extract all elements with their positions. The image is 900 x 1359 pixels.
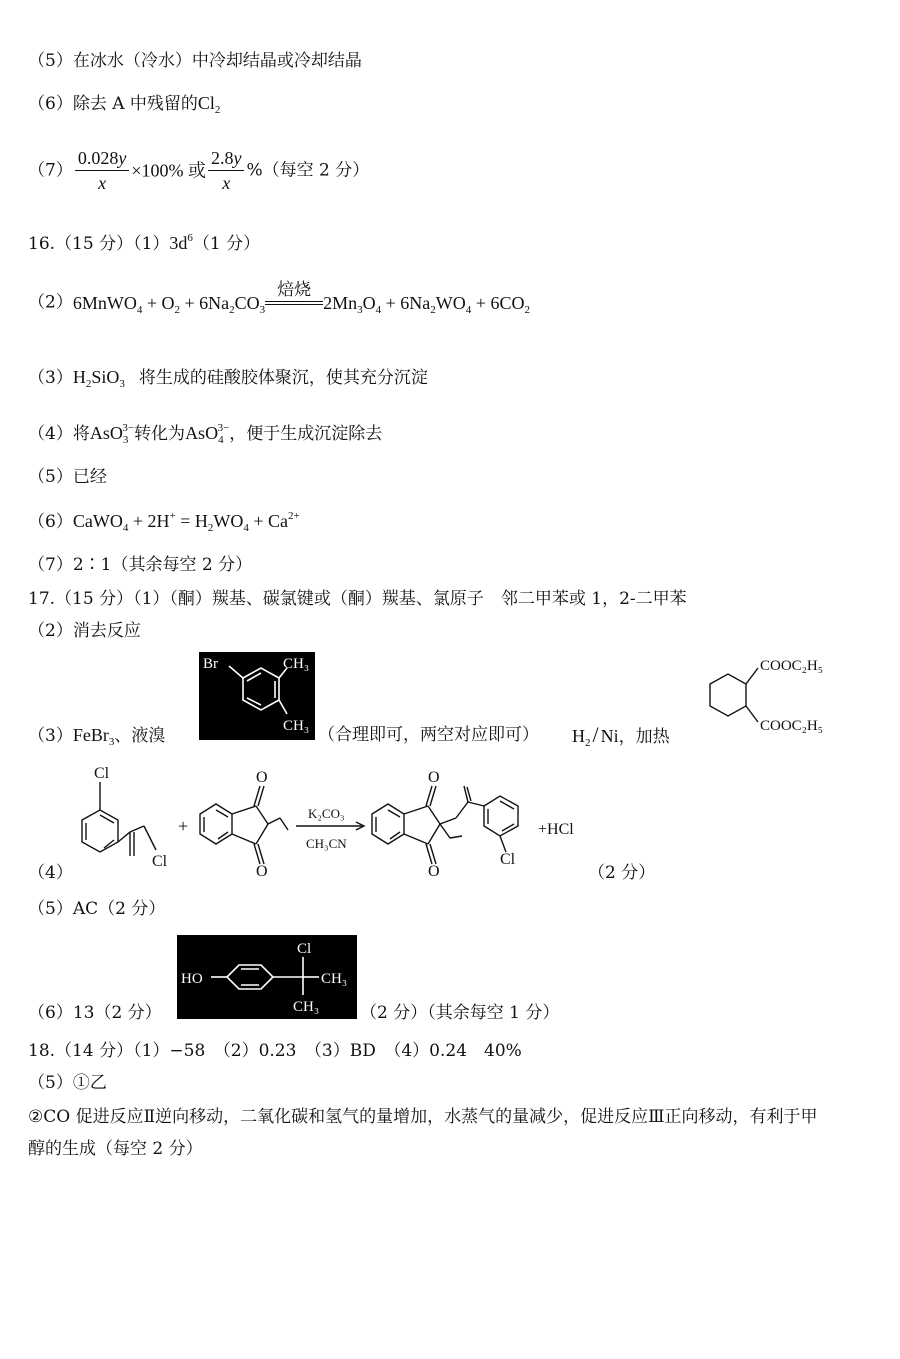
chlorocumylphenol-drawing: [177, 935, 357, 1019]
answer-line-5: （5）在冰水（冷水）中冷却结晶或冷却结晶: [28, 51, 362, 71]
ester-label-a: COOC₂H₅: [760, 658, 823, 674]
q17-line-3-conditions: $H_2/$ Ni，加热: [572, 722, 670, 749]
q16-line-4: （4）将AsO$_3^{3-}$转化为AsO$_4^{3-}$，便于生成沉淀除去: [28, 422, 383, 446]
o-label-2: O: [256, 863, 268, 880]
ch3-label-b: CH₃: [283, 718, 310, 734]
bromo-xylene-structure: [199, 652, 315, 740]
ch3-label-a: CH₃: [283, 656, 310, 672]
q17-line-2: （2）消去反应: [28, 621, 141, 641]
reagent-k2co3: K₂CO₃: [308, 806, 345, 821]
line-7-label: （7）: [28, 160, 73, 181]
q16-line-7: （7）2∶1（其余每空 2 分）: [28, 555, 253, 575]
br-label: Br: [203, 656, 218, 672]
q16-equation-2: （2）6MnWO$_4$ + $O_2 + 6Na_2CO_3$ 焙烧 $2Mn_3O_4 + 6Na_2WO_4 + 6CO_2$: [28, 280, 530, 325]
ch3-label-d: CH₃: [293, 999, 320, 1015]
answer-line-7: [28, 146, 369, 195]
cl-label-4: Cl: [297, 941, 312, 957]
cl-label-1: Cl: [94, 765, 110, 782]
cl-label-2: Cl: [152, 853, 168, 870]
solvent-ch3cn: CH₃CN: [306, 836, 347, 851]
fraction-1: $\frac{0.028y}{x}$: [75, 146, 130, 195]
cyclohexane-diester-drawing: [700, 648, 850, 744]
q17-line-5: （5）AC（2 分）: [28, 899, 166, 919]
o-label-3: O: [428, 769, 440, 786]
q18-line-5b-2: 醇的生成（每空 2 分）: [28, 1139, 203, 1159]
q18-heading: 18.（14 分）（1）−58 （2）0.23 （3）BD （4）0.24 40%: [28, 1041, 522, 1061]
plus-sign: +: [178, 816, 189, 836]
q16-line-5: （5）已经: [28, 467, 107, 487]
cl2-formula: $Cl_2$: [197, 93, 221, 116]
bromo-xylene-drawing: [199, 652, 315, 740]
answer-line-6: [28, 92, 220, 115]
q17-line-6-prefix: （6）13（2 分）: [28, 1003, 162, 1023]
o-label-1: O: [256, 769, 268, 786]
q18-line-5: （5）①乙: [28, 1073, 107, 1093]
q16-line-6: （6）CaWO$_4$ + $2H^+ = H_2WO_4 + Ca^{2+}$: [28, 510, 300, 534]
o-label-4: O: [428, 863, 440, 880]
reaction-scheme-drawing: [60, 760, 600, 880]
q18-line-5b-1: ②CO 促进反应Ⅱ逆向移动，二氧化碳和氢气的量增加，水蒸气的量减少，促进反应Ⅲ正向移动，有利于甲: [28, 1107, 818, 1127]
line-7-suffix: %（每空 2 分）: [246, 160, 370, 181]
q17-line-6-tail: （2 分）（其余每空 1 分）: [360, 1003, 560, 1023]
q16-heading: 16.（15 分）$(1)3d^6(1$ 分）: [28, 232, 261, 254]
fraction-2: $\frac{2.8y}{x}$: [208, 146, 245, 195]
q17-line-4-score: （2 分）: [588, 863, 656, 883]
q17-line-3-prefix: （3）FeBr$_3$、液溴: [28, 725, 166, 748]
electron-config: $3d^6$: [169, 232, 193, 253]
q16-line-3: $(3)H_2SiO_3$ 将生成的硅酸胶体聚沉，使其充分沉淀: [28, 367, 428, 390]
hcl-byproduct: +HCl: [538, 821, 574, 838]
ch3-label-c: CH₃: [321, 971, 348, 987]
chlorocumylphenol-structure: [177, 935, 357, 1019]
q17-line-4-label: （4）: [28, 863, 73, 883]
line-6-text: （6）除去 A 中残留的: [28, 94, 198, 114]
q17-heading: 17.（15 分）（1）（酮）羰基、碳氯键或（酮）羰基、氯原子 邻二甲苯或 1，2-二甲苯: [28, 589, 687, 609]
roast-condition-sign: 焙烧: [265, 280, 323, 325]
line-7-mid: ×100% 或: [131, 160, 206, 181]
ester-label-b: COOC₂H₅: [760, 718, 823, 734]
q17-line-3-note: （合理即可，两空对应即可）: [318, 725, 539, 745]
reaction-scheme: [60, 760, 600, 880]
ho-label: HO: [181, 971, 203, 987]
cl-label-3: Cl: [500, 851, 516, 868]
cyclohexane-diester-structure: [700, 648, 850, 744]
